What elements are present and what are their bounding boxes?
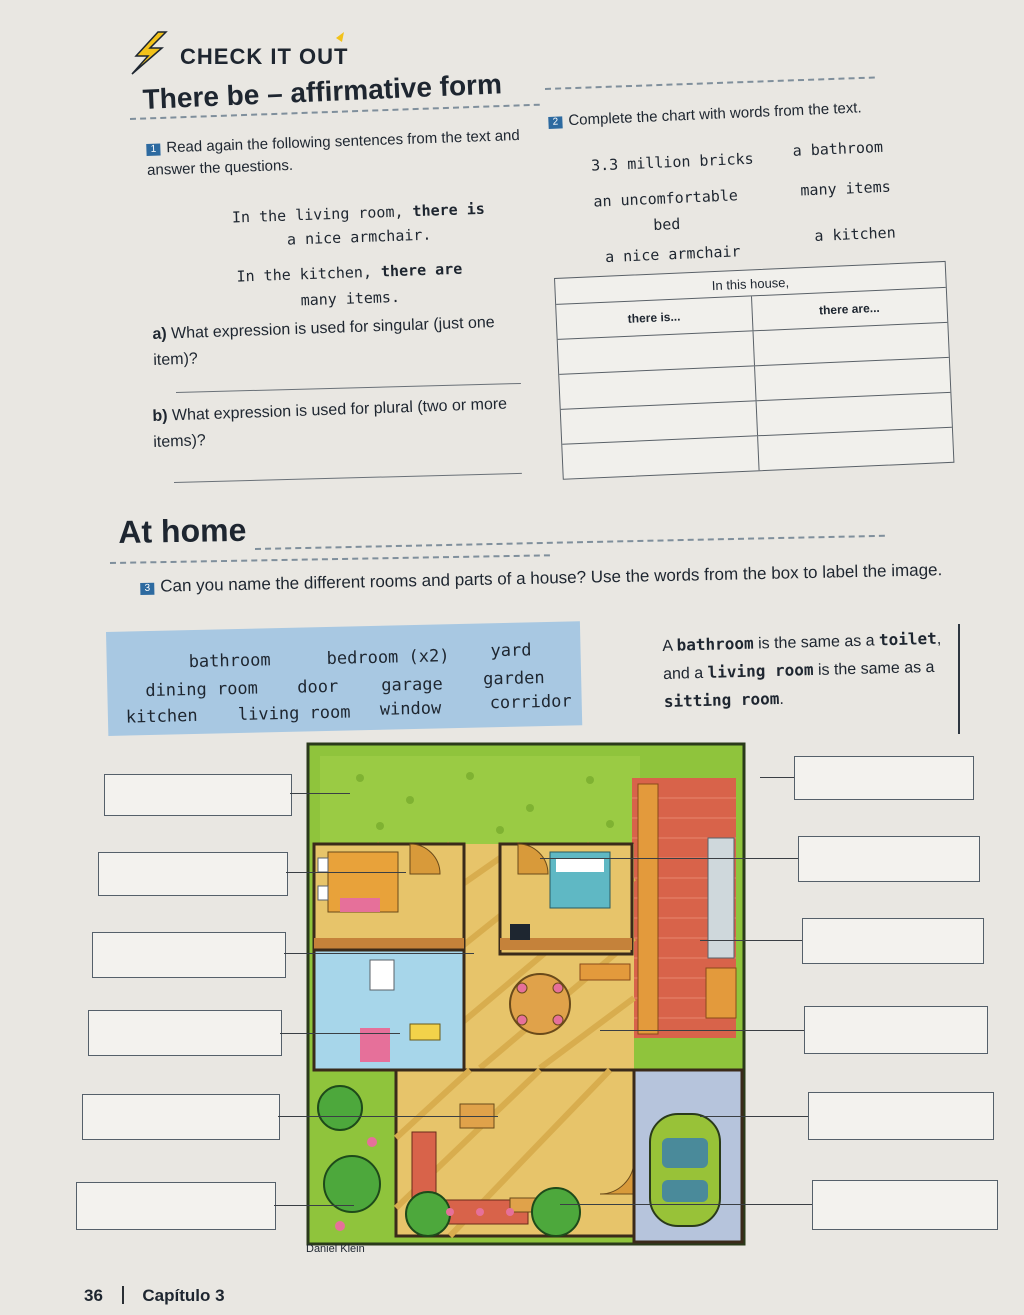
word-item: a kitchen [814,223,897,245]
word-cloud [560,123,945,267]
word-item: many items [800,177,892,200]
example-sentence-1: In the living room, there is a nice armchair. [231,199,486,249]
exercise-number: 2 [548,116,563,129]
word-bathroom: bathroom [188,650,271,673]
exercise-number: 1 [146,144,160,156]
there-are-phrase: there are [380,259,463,281]
word-item: a nice armchair [604,242,741,267]
section-divider [110,554,550,564]
exercise-3-instruction [140,557,970,600]
leader-line [700,1116,808,1117]
page-number: 36 [84,1286,103,1305]
leader-line [274,1205,354,1206]
leader-line [760,777,794,778]
note-word-bathroom: bathroom [676,633,754,655]
chart-header-there-is: there is... [556,296,753,338]
label-box-right-2[interactable] [798,836,980,882]
word-garden: garden [482,668,545,690]
check-it-out-banner [118,28,358,76]
exercise-1-instruction [146,125,527,182]
word-item: 3.3 million bricks [590,149,754,175]
word-bedroom: bedroom (x2) [326,646,450,669]
word-living-room: living room [237,702,351,726]
label-box-left-3[interactable] [92,932,286,978]
leader-line [600,1030,804,1031]
note-word-toilet: toilet [878,628,938,650]
label-box-right-4[interactable] [804,1006,988,1054]
question-a: a) What expression is used for singular (just one item)? [152,314,495,369]
banner-title: CHECK IT OUT [180,44,349,69]
label-box-right-1[interactable] [794,756,974,800]
answer-line-b[interactable] [174,473,522,483]
chapter-label: Capítulo 3 [142,1286,225,1305]
section-title-at-home: At home [118,511,247,550]
leader-line [290,793,350,794]
there-is-phrase: there is [412,199,486,221]
word-kitchen: kitchen [125,705,198,728]
chart-cell[interactable] [562,436,759,478]
word-door: door [297,676,339,698]
label-box-left-6[interactable] [76,1182,276,1230]
word-item: an uncomfortable bed [593,186,739,235]
note-word-sitting-room: sitting room [663,688,780,711]
house-floor-plan-illustration [300,738,750,1248]
footer-separator [122,1286,124,1304]
chart-title: In this house, [555,262,946,305]
note-word-living-room: living room [707,660,814,682]
chart-cell[interactable] [758,428,954,470]
exercise-number: 3 [140,583,154,595]
label-box-left-2[interactable] [98,852,288,896]
vocabulary-word-box [106,621,582,736]
word-yard: yard [490,640,532,662]
leader-line [560,1204,812,1205]
leader-line [286,872,406,873]
label-box-right-5[interactable] [808,1092,994,1140]
label-box-left-1[interactable] [104,774,292,816]
instruction-text: Complete the chart with words from the text. [568,99,862,130]
word-corridor: corridor [489,691,572,714]
word-garage: garage [381,674,443,696]
leader-line [540,858,798,859]
vocabulary-note: A bathroom is the same as a toilet, and a living room is the same as a sitting room. [662,628,942,711]
example-sentence-2: In the kitchen, there are many items. [236,259,463,310]
footer [84,1286,225,1306]
leader-line [700,940,802,941]
leader-line [284,953,474,954]
word-window: window [379,698,442,720]
illustration-credit: Daniel Klein [306,1243,365,1255]
leader-line [280,1033,400,1034]
answer-line-a[interactable] [176,383,521,393]
word-dining-room: dining room [145,678,259,702]
chart-header-there-are: there are... [818,300,881,318]
completion-chart [554,261,954,480]
leader-line [278,1116,498,1117]
label-box-left-5[interactable] [82,1094,280,1140]
note-margin-rule [958,624,960,734]
word-item: a bathroom [792,137,884,160]
instruction-text: Read again the following sentences from the text and answer the questions. [146,126,520,179]
label-box-left-4[interactable] [88,1010,282,1056]
label-box-right-6[interactable] [812,1180,998,1230]
section-title-affirmative: There be – affirmative form [142,68,503,115]
section-divider [545,76,875,90]
label-box-right-3[interactable] [802,918,984,964]
section-divider [255,535,885,550]
question-b: b) What expression is used for plural (two or more items)? [152,395,508,451]
instruction-text: Can you name the different rooms and parts of a house? Use the words from the box to label the image. [160,560,943,596]
